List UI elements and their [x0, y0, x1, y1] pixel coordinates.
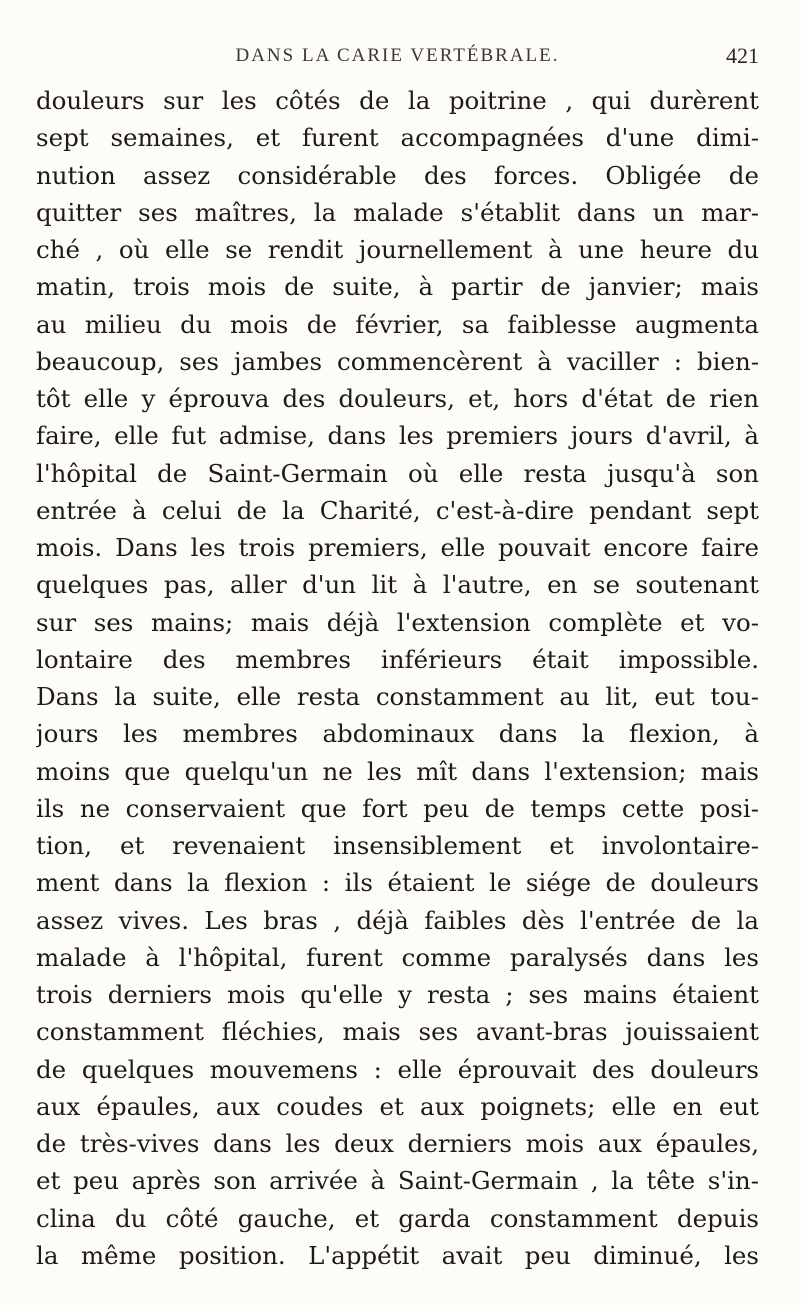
- text-line: ils ne conservaient que fort peu de temps cette posi-: [36, 793, 759, 823]
- text-line: au milieu du mois de février, sa faiblesse augmenta: [36, 309, 759, 339]
- text-line: malade à l'hôpital, furent comme paralysés dans les: [36, 942, 759, 972]
- text-line: sur ses mains; mais déjà l'extension complète et vo-: [36, 607, 759, 637]
- text-line: beaucoup, ses jambes commencèrent à vaciller : bien-: [36, 346, 759, 376]
- text-line: de quelques mouvemens : elle éprouvait des douleurs: [36, 1054, 759, 1084]
- text-line: quitter ses maîtres, la malade s'établit dans un mar-: [36, 197, 759, 227]
- text-line: nution assez considérable des forces. Obligée de: [36, 160, 759, 190]
- text-line: et peu après son arrivée à Saint-Germain , la tête s'in-: [36, 1166, 759, 1196]
- text-line: aux épaules, aux coudes et aux poignets; elle en eut: [36, 1091, 759, 1121]
- running-head: DANS LA CARIE VERTÉBRALE.: [235, 45, 560, 66]
- text-line: tion, et revenaient insensiblement et involontaire-: [36, 831, 759, 860]
- text-line: assez vives. Les bras , déjà faibles dès l'entrée de la: [36, 905, 759, 935]
- text-line: jours les membres abdominaux dans la flexion, à: [36, 719, 759, 749]
- text-line: entrée à celui de la Charité, c'est-à-dire pendant sept: [36, 495, 759, 525]
- text-line: douleurs sur les côtés de la poitrine , qui durèrent: [36, 86, 759, 115]
- text-line: quelques pas, aller d'un lit à l'autre, en se soutenant: [36, 570, 759, 600]
- text-line: de très-vives dans les deux derniers mois aux épaules,: [36, 1129, 759, 1158]
- text-line: lontaire des membres inférieurs était impossible.: [36, 644, 759, 674]
- text-line: moins que quelqu'un ne les mît dans l'extension; mais: [36, 756, 759, 786]
- text-line: tôt elle y éprouva des douleurs, et, hors d'état de rien: [36, 384, 759, 413]
- text-line: matin, trois mois de suite, à partir de janvier; mais: [36, 272, 759, 302]
- text-line: la même position. L'appétit avait peu diminué, les: [36, 1240, 759, 1270]
- body-text: [36, 82, 759, 1274]
- page-number: 421: [726, 43, 759, 68]
- text-line: clina du côté gauche, et garda constamment depuis: [36, 1203, 759, 1233]
- text-line: faire, elle fut admise, dans les premiers jours d'avril, à: [36, 421, 759, 451]
- text-line: constamment fléchies, mais ses avant-bras jouissaient: [36, 1017, 759, 1047]
- text-line: trois derniers mois qu'elle y resta ; ses mains étaient: [36, 980, 759, 1009]
- text-line: l'hôpital de Saint-Germain où elle resta jusqu'à son: [36, 458, 759, 488]
- text-line: mois. Dans les trois premiers, elle pouvait encore faire: [36, 533, 759, 562]
- text-line: ment dans la flexion : ils étaient le siége de douleurs: [36, 868, 759, 898]
- text-line: sept semaines, et furent accompagnées d'une dimi-: [36, 123, 759, 153]
- text-line: ché , où elle se rendit journellement à une heure du: [36, 235, 759, 264]
- text-line: Dans la suite, elle resta constamment au lit, eut tou-: [36, 682, 759, 711]
- page-header: [36, 45, 759, 75]
